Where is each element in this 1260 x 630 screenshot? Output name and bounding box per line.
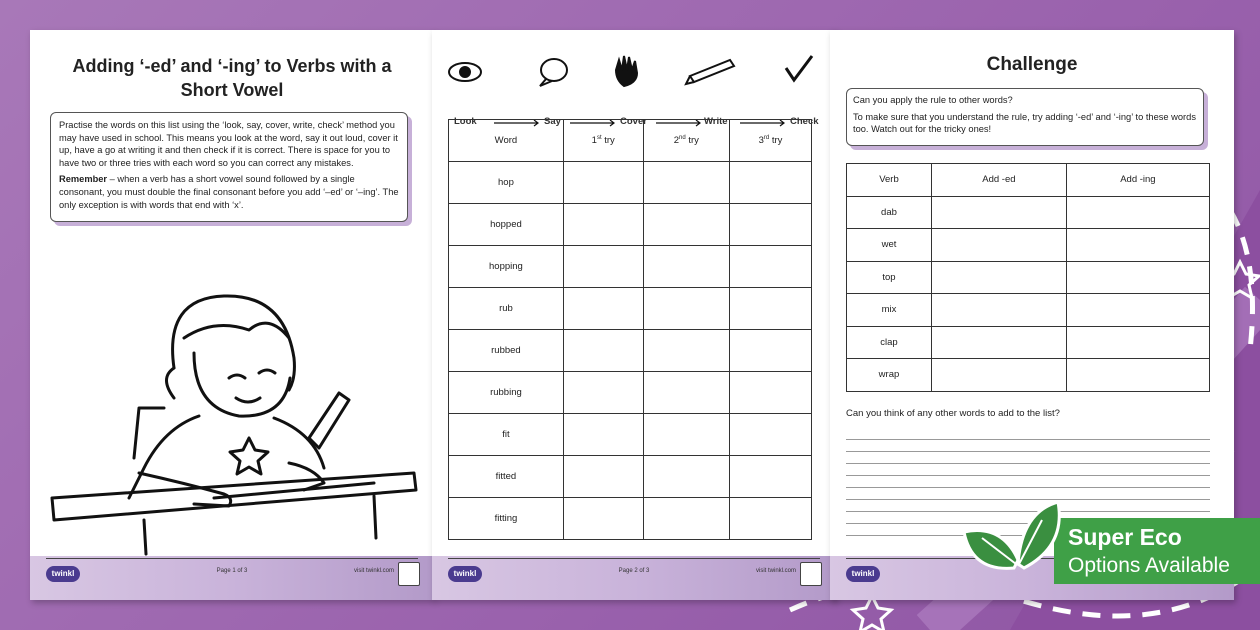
answer-cell[interactable] [1066,359,1209,392]
try-cell[interactable] [643,456,729,498]
remember-note [59,173,399,211]
twinkl-logo: twinkl [448,566,482,582]
challenge-instructions: To make sure that you understand the rule, try adding ‘-ed’ and ‘-ing’ to these words too. Watch out for the tricky ones! [853,111,1196,135]
answer-cell[interactable] [931,261,1066,294]
try-cell[interactable] [643,330,729,372]
column-header: Add -ing [1066,164,1209,197]
column-header: 1st try [563,120,643,162]
table-header-row [449,120,812,162]
child-writing-illustration [44,258,424,558]
page-number: Page 1 of 3 [216,568,248,574]
super-eco-banner [962,502,1260,584]
word-cell: fitting [449,498,564,540]
footer-url: visit twinkl.com [353,568,394,574]
eye-icon [449,63,481,81]
column-header: Verb [847,164,932,197]
table-row [449,246,812,288]
page-number: Page 2 of 3 [618,568,650,574]
table-header-row [847,164,1210,197]
hand-icon [616,56,637,86]
word-cell: rubbing [449,372,564,414]
verb-cell: top [847,261,932,294]
footer-rule [46,558,418,559]
try-cell[interactable] [563,330,643,372]
try-cell[interactable] [730,414,812,456]
answer-cell[interactable] [1066,229,1209,262]
step-write: Write [704,116,728,127]
answer-cell[interactable] [931,359,1066,392]
twinkl-logo: twinkl [846,566,880,582]
verb-cell: wet [847,229,932,262]
try-cell[interactable] [563,288,643,330]
answer-cell[interactable] [1066,196,1209,229]
verb-cell: mix [847,294,932,327]
try-cell[interactable] [643,498,729,540]
twinkl-logo: twinkl [46,566,80,582]
word-cell: hop [449,162,564,204]
try-cell[interactable] [643,414,729,456]
table-row [449,498,812,540]
verb-challenge-table [846,163,1210,392]
remember-label: Remember [59,174,108,185]
try-cell[interactable] [563,498,643,540]
word-cell: rub [449,288,564,330]
table-row [449,372,812,414]
column-header: Word [449,120,564,162]
instructions-box [50,112,408,222]
step-cover: Cover [620,116,647,127]
instructions-text: Practise the words on this list using the ‘look, say, cover, write, check’ method you may have used in school. This means you look at the word, say it out loud, cover it up, have a go at writing it and then check if it is correct. There is space for you to have two or three tries with each word so you can correct any mistakes. [59,120,398,168]
table-row [847,196,1210,229]
pencil-icon [686,60,734,84]
leaves-icon [962,502,1072,584]
table-row [449,330,812,372]
table-row [847,359,1210,392]
step-say: Say [544,116,561,127]
eco-line-1: Super Eco [1068,524,1182,550]
try-cell[interactable] [643,246,729,288]
answer-cell[interactable] [931,229,1066,262]
checkmark-icon [786,56,812,80]
word-cell: hopped [449,204,564,246]
table-row [449,288,812,330]
quality-badge-icon [398,562,420,586]
challenge-box [846,88,1204,146]
answer-cell[interactable] [931,196,1066,229]
try-cell[interactable] [643,372,729,414]
spelling-practice-table [448,119,812,540]
try-cell[interactable] [730,330,812,372]
try-cell[interactable] [730,204,812,246]
step-check: Check [790,116,819,127]
word-cell: fit [449,414,564,456]
page-footer [432,556,836,600]
other-words-question: Can you think of any other words to add to the list? [846,408,1060,419]
answer-cell[interactable] [1066,294,1209,327]
remember-text: – when a verb has a short vowel sound followed by a single consonant, you must double the final consonant before you add ‘–ed’ or ‘–ing’. The only exception is with words that end with ‘x’. [59,174,399,210]
try-cell[interactable] [563,372,643,414]
answer-cell[interactable] [931,294,1066,327]
try-cell[interactable] [563,162,643,204]
table-row [847,294,1210,327]
worksheet-page-1 [30,30,434,600]
challenge-question: Can you apply the rule to other words? [853,95,1013,105]
try-cell[interactable] [563,246,643,288]
footer-url: visit twinkl.com [755,568,796,574]
page-title: Adding ‘-ed’ and ‘-ing’ to Verbs with a Short Vowel [72,56,392,100]
worksheet-page-2 [432,30,836,600]
answer-cell[interactable] [931,326,1066,359]
footer-rule [448,558,820,559]
try-cell[interactable] [730,498,812,540]
table-row [847,261,1210,294]
column-header: 3rd try [730,120,812,162]
verb-cell: wrap [847,359,932,392]
challenge-title: Challenge [986,54,1078,75]
try-cell[interactable] [730,456,812,498]
answer-cell[interactable] [1066,261,1209,294]
speech-bubble-icon [540,59,567,86]
table-row [449,162,812,204]
word-cell: rubbed [449,330,564,372]
answer-cell[interactable] [1066,326,1209,359]
table-row [847,229,1210,262]
eco-line-2: Options Available [1068,554,1230,577]
try-cell[interactable] [730,288,812,330]
word-cell: fitted [449,456,564,498]
verb-cell: dab [847,196,932,229]
column-header: 2nd try [643,120,729,162]
verb-cell: clap [847,326,932,359]
page-footer [30,556,434,600]
try-cell[interactable] [563,204,643,246]
try-cell[interactable] [643,204,729,246]
word-cell: hopping [449,246,564,288]
try-cell[interactable] [643,288,729,330]
quality-badge-icon [800,562,822,586]
try-cell[interactable] [643,162,729,204]
table-row [449,414,812,456]
try-cell[interactable] [563,456,643,498]
step-look: Look [454,116,477,127]
try-cell[interactable] [730,246,812,288]
column-header: Add -ed [931,164,1066,197]
table-row [847,326,1210,359]
table-row [449,204,812,246]
try-cell[interactable] [730,162,812,204]
try-cell[interactable] [730,372,812,414]
table-row [449,456,812,498]
try-cell[interactable] [563,414,643,456]
